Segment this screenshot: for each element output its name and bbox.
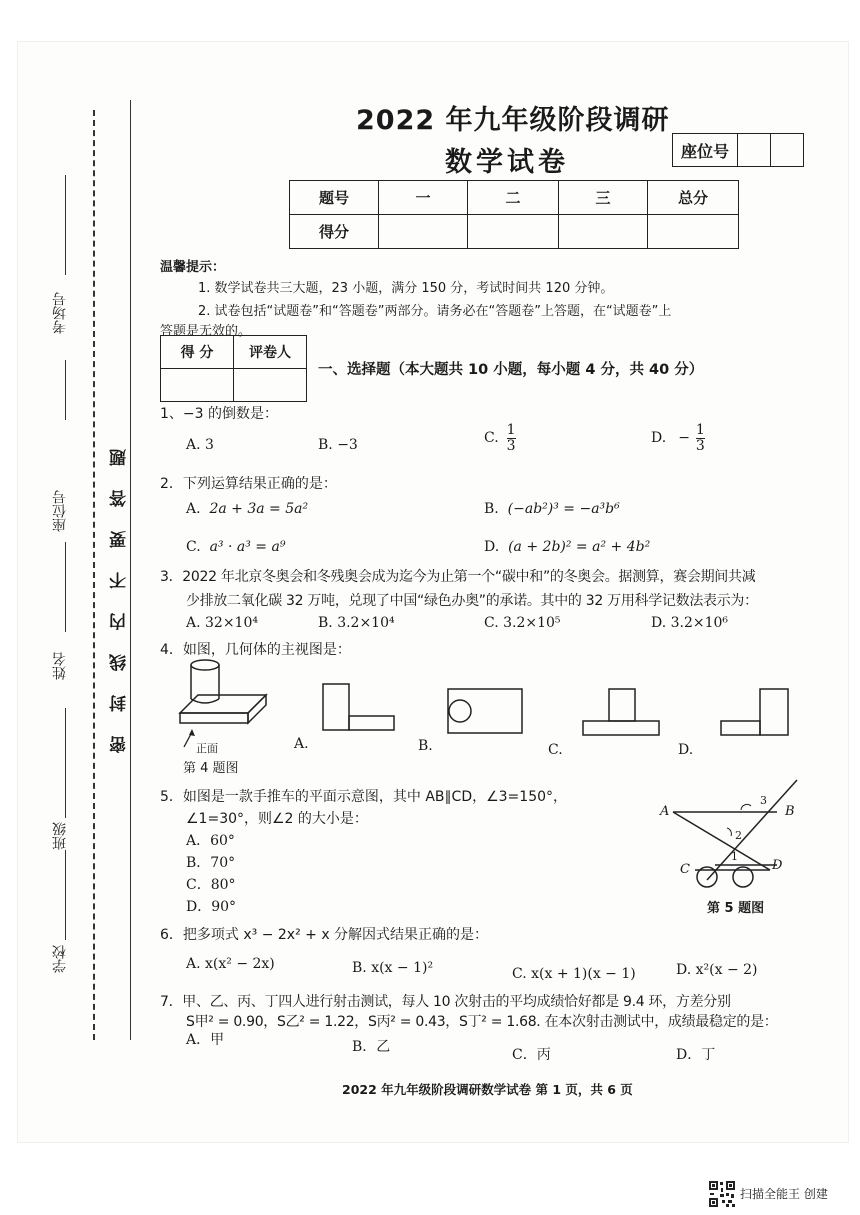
tips-line-1: 1. 数学试卷共三大题，23 小题，满分 150 分，考试时间共 120 分钟。 [198, 281, 614, 296]
question-2-option-d [484, 539, 650, 555]
score-table-cell [379, 215, 468, 249]
question-6-stem: 6．把多项式 x³ − 2x² + x 分解因式结果正确的是： [160, 927, 489, 943]
question-6-option-a: A. x(x² − 2x) [186, 956, 275, 972]
question-4-option-d: D. [678, 742, 694, 758]
seat-number-label: 座位号 [673, 134, 738, 167]
question-7-option-b: B．乙 [352, 1039, 391, 1055]
exam-subtitle: 数学试卷 [445, 147, 569, 178]
option-expression: (−ab²)³ = −a³b⁶ [507, 501, 620, 517]
question-4-option-a: A. [294, 736, 309, 752]
question-6-option-c: C. x(x + 1)(x − 1) [512, 966, 636, 982]
option-expression: a³ · a³ = a⁹ [209, 539, 286, 555]
question-1-option-d [651, 423, 705, 453]
question-3-option-d: D. 3.2×10⁶ [651, 615, 729, 631]
numerator: 1 [695, 422, 705, 438]
seat-number-cell [738, 134, 771, 167]
score-table-cell: 一 [379, 181, 468, 215]
school-blank [65, 850, 66, 940]
score-table-header-row [290, 181, 739, 215]
point-c-label: C [680, 862, 690, 877]
question-4-solid-figure [170, 655, 280, 750]
score-table-cell: 三 [559, 181, 648, 215]
class-label: 班级 [52, 822, 68, 850]
minus-sign: − [678, 430, 690, 447]
question-5-stem-line-2: ∠1=30°，则∠2 的大小是： [186, 811, 368, 827]
option-label: B. [484, 501, 499, 517]
scanner-watermark: 扫描全能王 创建 [740, 1187, 828, 1201]
exam-room-label: 考场号 [52, 292, 68, 334]
question-7-option-a: A．甲 [186, 1032, 225, 1048]
front-view-label: 正面 [196, 742, 218, 755]
question-4-option-b: B. [418, 738, 433, 754]
option-c-label: C. [484, 430, 499, 447]
option-label: C. [186, 539, 201, 555]
grader-name-cell [234, 369, 307, 402]
seat-number-box [672, 133, 804, 167]
score-table-cell: 总分 [648, 181, 739, 215]
binding-dashed-line [93, 110, 95, 1040]
question-4-option-d-figure [718, 686, 793, 738]
point-d-label: D [772, 858, 783, 873]
fraction [507, 423, 516, 453]
question-5-option-c: C．80° [186, 877, 236, 893]
sealing-warning: 密封线内不要答题 [110, 425, 130, 753]
exam-room-blank [65, 175, 66, 275]
score-table [289, 180, 739, 249]
score-table-cell [559, 215, 648, 249]
option-d-label: D. [651, 430, 667, 447]
question-7-option-d: D．丁 [676, 1047, 716, 1063]
question-4-stem: 4．如图，几何体的主视图是： [160, 642, 351, 658]
seat-blank [65, 360, 66, 420]
question-1-stem: 1、−3 的倒数是： [160, 406, 278, 422]
question-3-option-b: B. 3.2×10⁴ [318, 615, 395, 631]
denominator: 3 [695, 437, 705, 454]
option-label: D. [484, 539, 500, 555]
question-5-option-b: B．70° [186, 855, 236, 871]
angle-1-label: 1 [731, 850, 738, 863]
point-a-label: A [660, 804, 670, 819]
question-1-option-a: A. 3 [186, 437, 214, 453]
question-4-option-c: C. [548, 742, 563, 758]
class-blank [65, 708, 66, 818]
score-table-cell [648, 215, 739, 249]
question-3-stem-line-1: 3．2022 年北京冬奥会和冬残奥会成为迄今为止第一个“碳中和”的冬奥会。据测算，赛会期间共减 [160, 569, 756, 585]
score-table-cell: 题号 [290, 181, 379, 215]
section-title: 一、选择题（本大题共 10 小题，每小题 4 分，共 40 分） [318, 362, 704, 378]
grader-box [160, 335, 307, 402]
angle-3-label: 3 [760, 794, 767, 807]
question-1-option-c [484, 423, 516, 453]
question-7-stem-line-2: S甲² = 0.90，S乙² = 1.22，S丙² = 0.43，S丁² = 1.68. 在本次射击测试中，成绩最稳定的是： [186, 1014, 778, 1030]
question-2-stem: 2．下列运算结果正确的是： [160, 476, 337, 492]
qr-code-icon [708, 1180, 736, 1208]
option-expression: 2a + 3a = 5a² [209, 501, 309, 517]
exam-title: 2022 年九年级阶段调研 [356, 105, 670, 136]
denominator: 3 [506, 437, 516, 454]
school-label: 学校 [52, 945, 68, 973]
seat-number-cell [771, 134, 804, 167]
question-3-option-c: C. 3.2×10⁵ [484, 615, 561, 631]
name-label: 姓名 [52, 652, 68, 680]
tips-line-2: 2. 试卷包括“试题卷”和“答题卷”两部分。请务必在“答题卷”上答题，在“试题卷”上 [198, 304, 672, 319]
question-6-option-d: D. x²(x − 2) [676, 962, 758, 978]
score-table-cell [468, 215, 559, 249]
option-expression: (a + 2b)² = a² + 4b² [508, 539, 651, 555]
question-2-option-b [484, 501, 620, 517]
question-2-option-a [186, 501, 308, 517]
question-2-option-c [186, 539, 285, 555]
question-1-option-b: B. −3 [318, 437, 358, 453]
tips-heading: 温馨提示： [160, 260, 226, 275]
question-5-option-a: A．60° [186, 833, 235, 849]
option-label: A. [186, 501, 201, 517]
question-7-option-c: C．丙 [512, 1047, 551, 1063]
page-footer: 2022 年九年级阶段调研数学试卷 第 1 页，共 6 页 [342, 1082, 633, 1097]
fraction [696, 423, 705, 453]
question-7-stem-line-1: 7．甲、乙、丙、丁四人进行射击测试，每人 10 次射击的平均成绩恰好都是 9.4 环，方差分别 [160, 994, 731, 1010]
question-4-option-b-figure [445, 686, 525, 736]
grader-score-cell [161, 369, 234, 402]
question-6-option-b: B. x(x − 1)² [352, 960, 434, 976]
figure-5-caption: 第 5 题图 [707, 901, 765, 916]
seat-label: 座位号 [52, 490, 68, 532]
angle-2-label: 2 [735, 829, 742, 842]
grader-name-label: 评卷人 [234, 336, 307, 369]
question-5-option-d: D．90° [186, 899, 237, 915]
point-b-label: B [785, 804, 795, 819]
question-5-stem-line-1: 5．如图是一款手推车的平面示意图，其中 AB∥CD，∠3=150°， [160, 789, 568, 805]
score-table-cell: 得分 [290, 215, 379, 249]
score-table-cell: 二 [468, 181, 559, 215]
name-blank [65, 542, 66, 632]
question-3-stem-line-2: 少排放二氧化碳 32 万吨，兑现了中国“绿色办奥”的承诺。其中的 32 万用科学记数法表示为： [186, 593, 758, 609]
score-table-score-row [290, 215, 739, 249]
question-4-option-c-figure [580, 686, 662, 738]
numerator: 1 [506, 422, 516, 438]
figure-4-caption: 第 4 题图 [183, 761, 239, 776]
tips-line-3: 答题是无效的。 [160, 324, 252, 339]
grader-score-label: 得 分 [161, 336, 234, 369]
question-3-option-a: A. 32×10⁴ [186, 615, 258, 631]
question-4-option-a-figure [318, 682, 398, 734]
